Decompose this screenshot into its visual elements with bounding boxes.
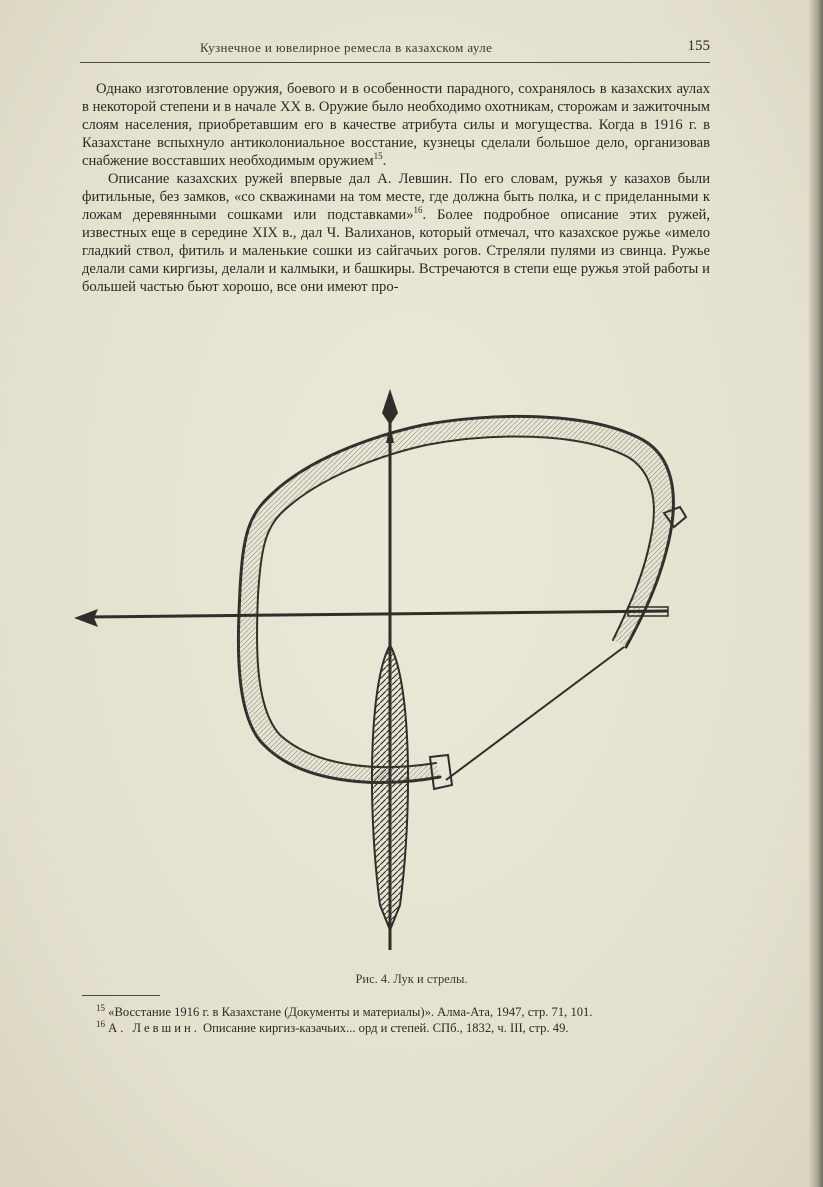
- footnotes: [82, 1002, 710, 1037]
- footnote-rule: [82, 995, 160, 996]
- running-head: Кузнечное и ювелирное ремесла в казахском ауле: [200, 40, 493, 55]
- bow-and-arrows-illustration: [68, 385, 698, 960]
- footnote-15-text: «Восстание 1916 г. в Казахстане (Документы и материалы)». Алма-Ата, 1947, стр. 71, 101.: [108, 1005, 593, 1019]
- paragraph-1-text: Однако изготовление оружия, боевого и в особенности парадного, сохранялось в казахских аулах в некоторой степени и в начале XX в. Оружие было необходимо охотникам, сторожам и зажиточным слоям населения, приобретавшим его в качестве атрибута силы и могущества. Когда в 1916 г. в Казахстане вспыхнуло антиколониальное восстание, кузнецы сделали большое дело, организовав снабжение восставших необходимым оружием: [82, 81, 710, 169]
- page-edge-shadow: [809, 0, 823, 1187]
- footnote-16-text: Описание киргиз-казачьих... орд и степей. СПб., 1832, ч. III, стр. 49.: [203, 1021, 569, 1035]
- horizontal-arrow: [74, 607, 668, 627]
- vertical-arrow: [372, 389, 408, 950]
- paragraph-2-end: . Более подробное описание этих ружей, известных еще в середине XIX в., дал Ч. Валиханов, который отмечал, что казахское ружье «имело гладкий ствол, фитиль и маленькие сошки из сайгачьих рогов. Стреляли пулями из свинца. Ружье делали сами киргизы, делали и калмыки, и башкиры. Встречаются в степи еще ружья этой работы и большей частью бьют хорошо, все они имеют про-: [82, 207, 711, 295]
- paragraph-1-end: .: [382, 153, 387, 169]
- footnote-15: [82, 1002, 710, 1020]
- footnote-16-number: 16: [96, 1018, 105, 1029]
- bowstring: [446, 647, 624, 780]
- header-rule: [80, 62, 710, 63]
- footnote-16: [82, 1018, 710, 1036]
- paragraph-1: [82, 80, 710, 170]
- footnote-ref-15: 15: [373, 151, 383, 162]
- body-text: [82, 80, 710, 296]
- figure-caption: Рис. 4. Лук и стрелы.: [355, 972, 468, 986]
- paragraph-2: [82, 170, 710, 296]
- footnote-16-author: А. Левшин.: [108, 1021, 200, 1035]
- bow-limb: [238, 416, 673, 782]
- page-header: [80, 36, 710, 66]
- page-number: 155: [687, 38, 710, 54]
- paragraph-2-text: Описание казахских ружей впервые дал А. Левшин. По его словам, ружья у казахов были фитильные, без замков, «со скважинами на том месте, где должна быть полка, и с приделанными к ложам деревянными сошками или подставками»: [82, 171, 710, 223]
- footnote-15-number: 15: [96, 1002, 105, 1013]
- footnote-ref-16: 16: [413, 205, 423, 216]
- bow-and-arrows-drawing: [68, 385, 698, 960]
